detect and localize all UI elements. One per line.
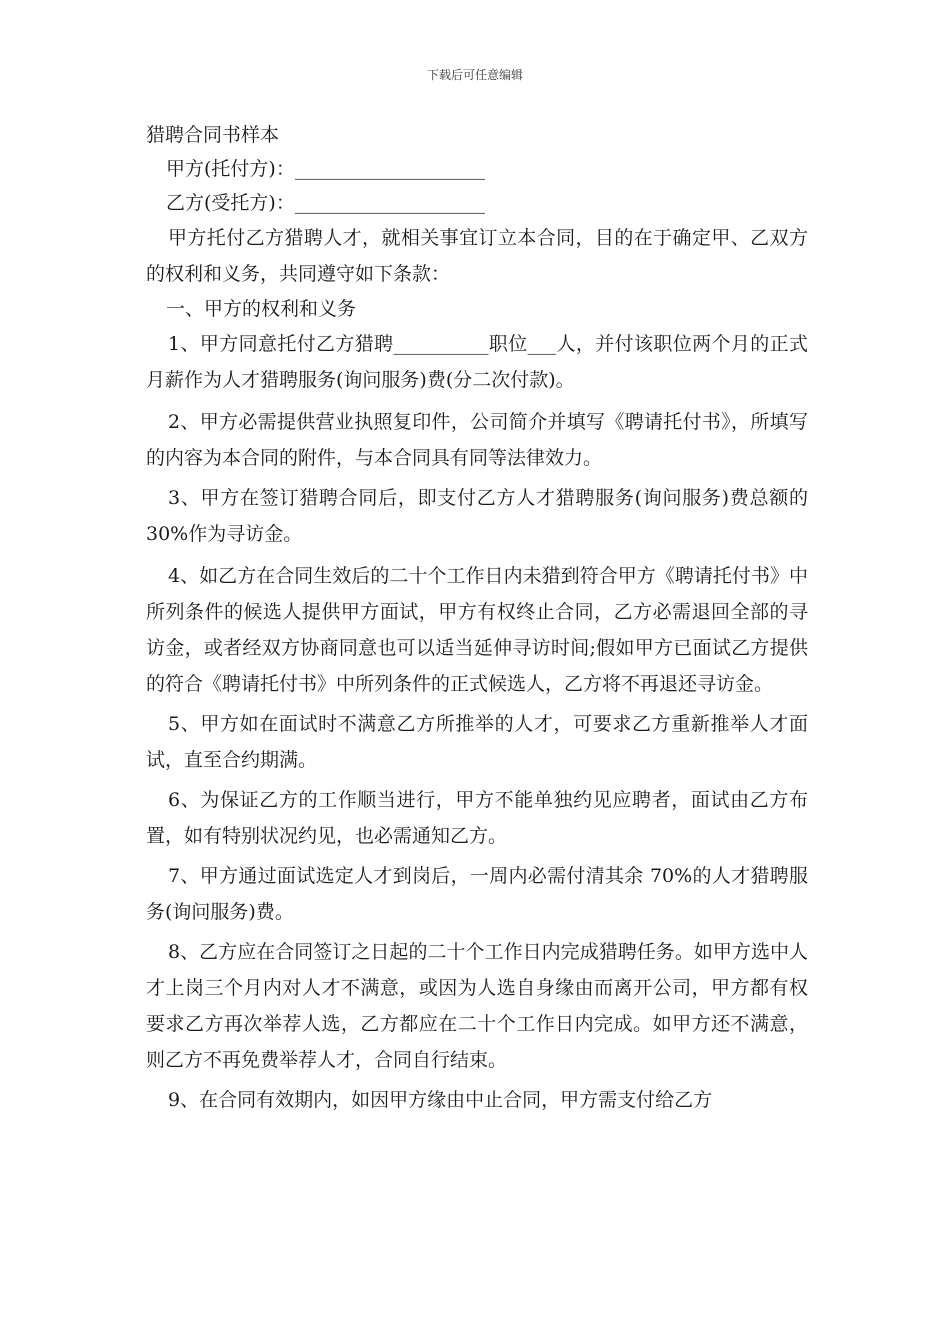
- clause-4: 4、如乙方在合同生效后的二十个工作日内未猎到符合甲方《聘请托付书》中所列条件的候选人提供甲方面试，甲方有权终止合同，乙方必需退回全部的寻访金，或者经双方协商同意也可以适当延伸寻访时间;假如甲方已面试乙方提供的符合《聘请托付书》中所列条件的正式候选人，乙方将不再退还寻访金。: [146, 565, 808, 695]
- document-title: 猎聘合同书样本: [146, 124, 280, 146]
- clause-3: 3、甲方在签订猎聘合同后，即支付乙方人才猎聘服务(询问服务)费总额的 30%作为寻访金。: [146, 487, 808, 545]
- document-body: [146, 118, 808, 1118]
- intro-paragraph: 甲方托付乙方猎聘人才，就相关事宜订立本合同，目的在于确定甲、乙双方的权利和义务，共同遵守如下条款：: [146, 227, 808, 285]
- party-b-line: 乙方(受托方)：____________________: [166, 192, 485, 214]
- section-heading: 一、甲方的权利和义务: [166, 298, 357, 320]
- clause-6: 6、为保证乙方的工作顺当进行，甲方不能单独约见应聘者，面试由乙方布置，如有特别状况约见，也必需通知乙方。: [146, 789, 808, 847]
- clause-2: 2、甲方必需提供营业执照复印件，公司简介并填写《聘请托付书》，所填写的内容为本合同的附件，与本合同具有同等法律效力。: [146, 411, 808, 469]
- clause-8: 8、乙方应在合同签订之日起的二十个工作日内完成猎聘任务。如甲方选中人才上岗三个月内对人才不满意，或因为人选自身缘由而离开公司，甲方都有权要求乙方再次举荐人选，乙方都应在二十个工作日内完成。如甲方还不满意，则乙方不再免费举荐人才，合同自行结束。: [146, 941, 808, 1071]
- clause-9: 9、在合同有效期内，如因甲方缘由中止合同，甲方需支付给乙方: [168, 1089, 713, 1111]
- clause-7: 7、甲方通过面试选定人才到岗后，一周内必需付清其余 70%的人才猎聘服务(询问服务)费。: [146, 865, 808, 923]
- page-header-note: 下载后可任意编辑: [426, 68, 523, 82]
- clause-5: 5、甲方如在面试时不满意乙方所推举的人才，可要求乙方重新推举人才面试，直至合约期满。: [146, 713, 808, 771]
- party-a-line: 甲方(托付方)：____________________: [166, 158, 485, 180]
- clause-1: 1、甲方同意托付乙方猎聘__________职位___人，并付该职位两个月的正式月薪作为人才猎聘服务(询问服务)费(分二次付款)。: [146, 333, 808, 391]
